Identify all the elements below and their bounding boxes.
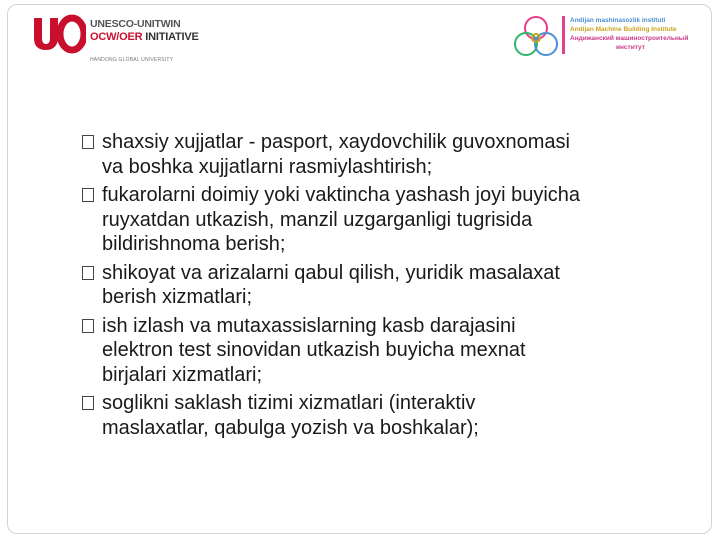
institute-name-uz: Andijan mashinasozlik instituti	[570, 17, 666, 24]
list-item: fukarolarni doimiy yoki vaktincha yashash joyi buyicha ruyxatdan utkazish, manzil uzgarganligi tugrisida bildirishnoma berish;	[82, 183, 702, 257]
institute-emblem-icon	[512, 14, 560, 60]
institute-name-ru-2: институт	[616, 44, 645, 51]
list-item: ish izlash va mutaxassislarning kasb darajasini elektron test sinovidan utkazish buyicha mexnat birjalari xizmatlari;	[82, 314, 702, 388]
institute-name-ru: Андижанский машиностроительный	[570, 35, 689, 42]
list-item: shikoyat va arizalarni qabul qilish, yuridik masalaxat berish xizmatlari;	[82, 261, 702, 310]
logo-subtitle: OCW/OER INITIATIVE	[90, 31, 199, 43]
uo-logo-icon	[26, 14, 86, 54]
bullet-box-icon	[82, 396, 94, 410]
institute-name-en: Andijan Machine Building Institute	[570, 26, 677, 33]
bullet-box-icon	[82, 319, 94, 333]
logo-university: HANDONG GLOBAL UNIVERSITY	[90, 57, 174, 63]
logo-title: UNESCO-UNITWIN	[90, 18, 181, 30]
bullet-list	[82, 130, 702, 444]
andijan-institute-logo	[512, 14, 702, 60]
logo-divider	[562, 16, 565, 54]
bullet-box-icon	[82, 135, 94, 149]
bullet-box-icon	[82, 188, 94, 202]
list-item: soglikni saklash tizimi xizmatlari (interaktiv maslaxatlar, qabulga yozish va boshkalar);	[82, 391, 702, 440]
bullet-box-icon	[82, 266, 94, 280]
unesco-unitwin-logo	[26, 14, 226, 64]
list-item: shaxsiy xujjatlar - pasport, xaydovchilik guvoxnomasi va boshka xujjatlarni rasmiylashtirish;	[82, 130, 702, 179]
